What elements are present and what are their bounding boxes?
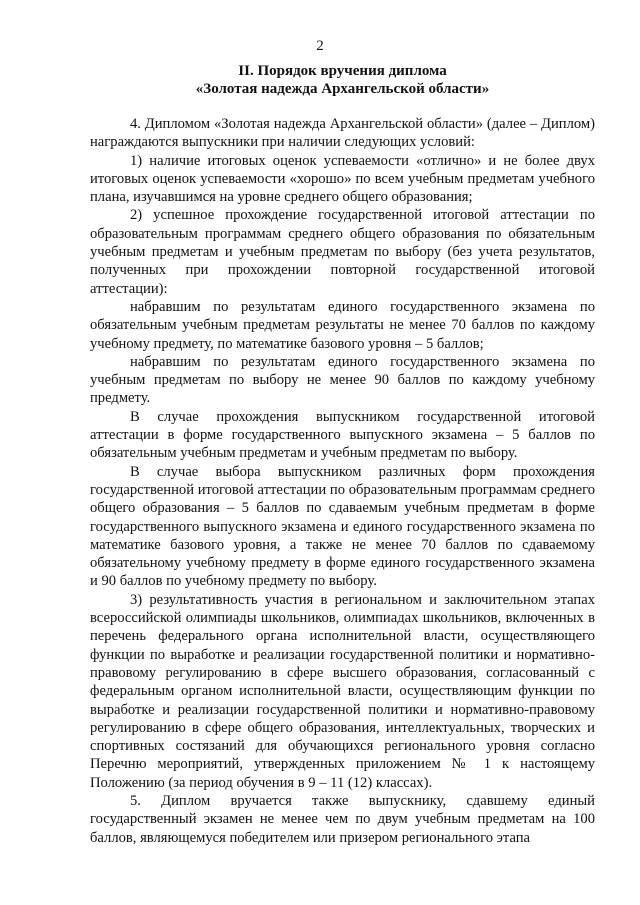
page-number: 2 bbox=[316, 38, 324, 54]
section-heading-line-1: II. Порядок вручения диплома bbox=[238, 63, 447, 79]
section-heading-line-2: «Золотая надежда Архангельской области» bbox=[195, 81, 490, 97]
paragraph-4-intro: 4. Дипломом «Золотая надежда Архангельской области» (далее – Диплом) награждаются выпускники при наличии следующих условий: bbox=[90, 116, 595, 151]
paragraph-condition-3: 3) результативность участия в региональном и заключительном этапах всероссийской олимпиады школьников, олимпиадах школьников, включенных в перечень федерального органа исполнительной власти, осуществляющего функции по выработке и реализации государственной политики и нормативно-правовому регулированию в сфере высшего образования, согласованный с федеральным органом исполнительной власти, осуществляющим функции по выработке и реализации государственной политики и нормативно-правовому регулированию в сфере общего образования, интеллектуальных, творческих и спортивных состязаний для обучающихся регионального уровня согласно Перечню мероприятий, утвержденных приложением № 1 к настоящему Положению (за период обучения в 9 – 11 (12) классах). bbox=[90, 591, 595, 791]
paragraph-condition-2: 2) успешное прохождение государственной итоговой аттестации по образовательным программам среднего общего образования по обязательным учебным предметам и учебным предметам по выбору (без учета результатов, полученных при прохождении повторной государственной итоговой аттестации): bbox=[90, 207, 595, 297]
document-body bbox=[90, 115, 595, 847]
paragraph-condition-1: 1) наличие итоговых оценок успеваемости «отлично» и не более двух итоговых оценок успеваемости «хорошо» по всем учебным предметам учебного плана, изучавшимся на уровне среднего общего образования; bbox=[90, 152, 595, 206]
section-heading bbox=[90, 62, 595, 98]
paragraph-5: 5. Диплом вручается также выпускнику, сдавшему единый государственный экзамен не менее чем по двум учебным предметам на 100 баллов, являющемуся победителем или призером регионального этапа bbox=[90, 792, 595, 846]
paragraph-gve-case: В случае прохождения выпускником государственной итоговой аттестации в форме государственного выпускного экзамена – 5 баллов по обязательным учебным предметам и учебным предметам по выбору. bbox=[90, 408, 595, 462]
paragraph-mixed-forms-case: В случае выбора выпускником различных форм прохождения государственной итоговой аттестации по образовательным программам среднего общего образования – 5 баллов по сдаваемым учебным предметам в форме государственного выпускного экзамена и единого государственного экзамена по математике базового уровня, а также не менее 70 баллов по сдаваемому обязательному учебному предмету в форме единого государственного экзамена и 90 баллов по учебному предмету по выбору. bbox=[90, 463, 595, 590]
paragraph-ege-elective: набравшим по результатам единого государственного экзамена по учебным предметам по выбору не менее 90 баллов по каждому учебному предмету. bbox=[90, 353, 595, 407]
paragraph-ege-mandatory: набравшим по результатам единого государственного экзамена по обязательным учебным предметам результаты не менее 70 баллов по каждому учебному предмету, по математике базового уровня – 5 баллов; bbox=[90, 298, 595, 352]
